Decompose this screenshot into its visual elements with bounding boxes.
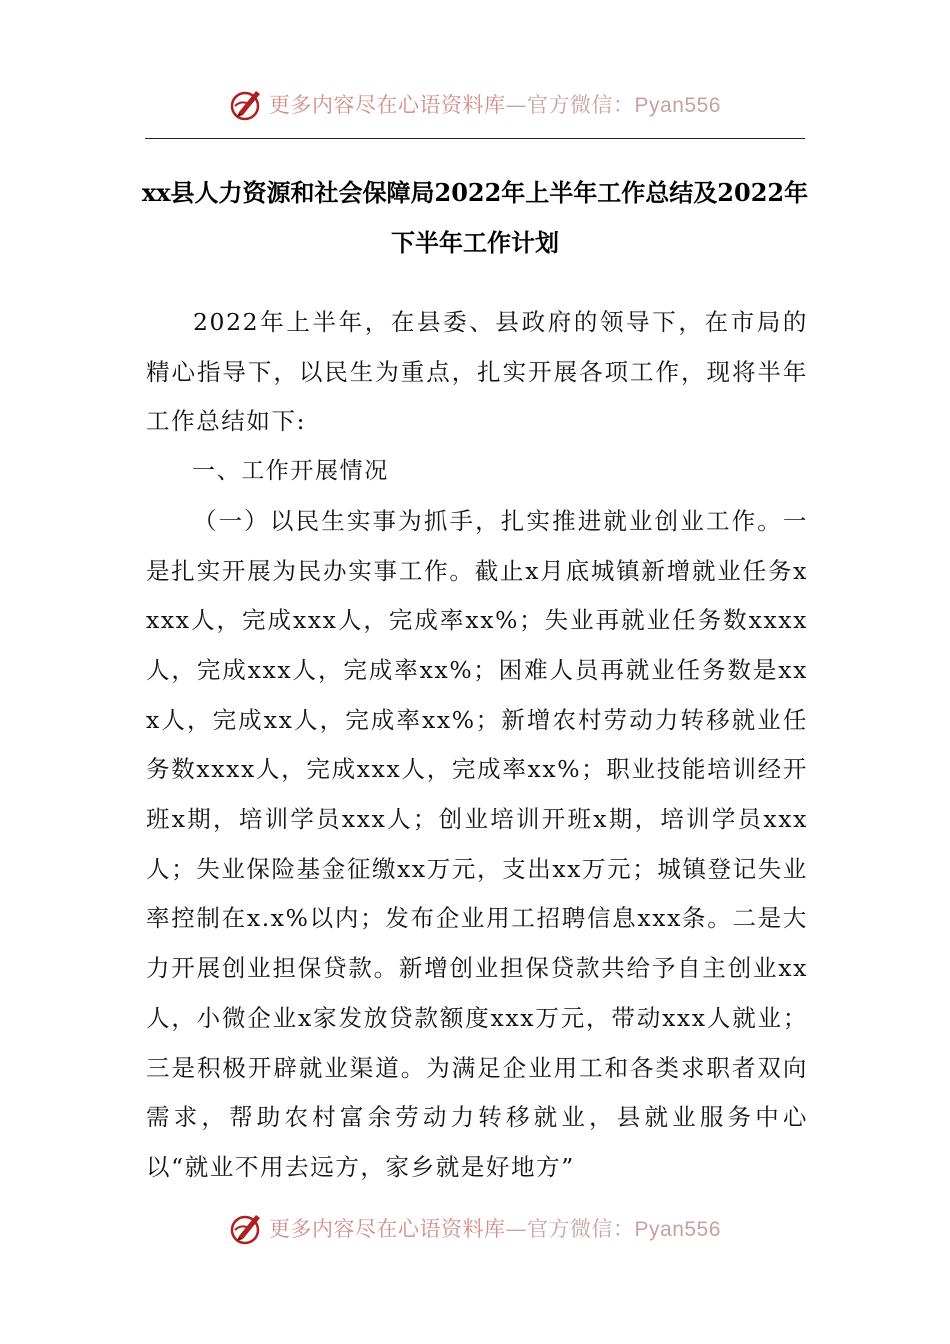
header-divider	[145, 138, 805, 139]
intro-paragraph: 2022年上半年，在县委、县政府的领导下，在市局的精心指导下，以民生为重点，扎实开展各项工作，现将半年工作总结如下:	[146, 308, 808, 436]
body-paragraph: （一）以民生实事为抓手，扎实推进就业创业工作。一是扎实开展为民办实事工作。截止x月底城镇新增就业任务xxxx人，完成xxx人，完成率xx%；失业再就业任务数xxxx人，完成xxx人，完成率xx%；困难人员再就业任务数是xxx人，完成xx人，完成率xx%；新增农村劳动力转移就业任务数xxxx人，完成xxx人，完成率xx%；职业技能培训经开班x期，培训学员xxx人；创业培训开班x期，培训学员xxx人；失业保险基金征缴xx万元，支出xx万元；城镇登记失业率控制在x.x%以内；发布企业用工招聘信息xxx条。二是大力开展创业担保贷款。新增创业担保贷款共给予自主创业xx人，小微企业x家发放贷款额度xxx万元，带动xxx人就业；三是积极开辟就业渠道。为满足企业用工和各类求职者双向需求，帮助农村富余劳动力转移就业，县就业服务中心以“就业不用去远方，家乡就是好地方”	[146, 506, 808, 1181]
watermark-text: 更多内容尽在心语资料库—官方微信：Pyan556	[269, 93, 721, 117]
watermark-text: 更多内容尽在心语资料库—官方微信：Pyan556	[269, 1217, 721, 1241]
section-heading: 一、工作开展情况	[192, 458, 389, 485]
watermark-banner-bottom	[0, 1206, 950, 1250]
document-title: xx县人力资源和社会保障局2022年上半年工作总结及2022年下半年工作计划	[141, 178, 809, 257]
document-body	[146, 298, 808, 1193]
pen-logo-icon	[229, 86, 265, 122]
watermark-banner-top	[0, 82, 950, 126]
pen-logo-icon	[229, 1210, 265, 1246]
